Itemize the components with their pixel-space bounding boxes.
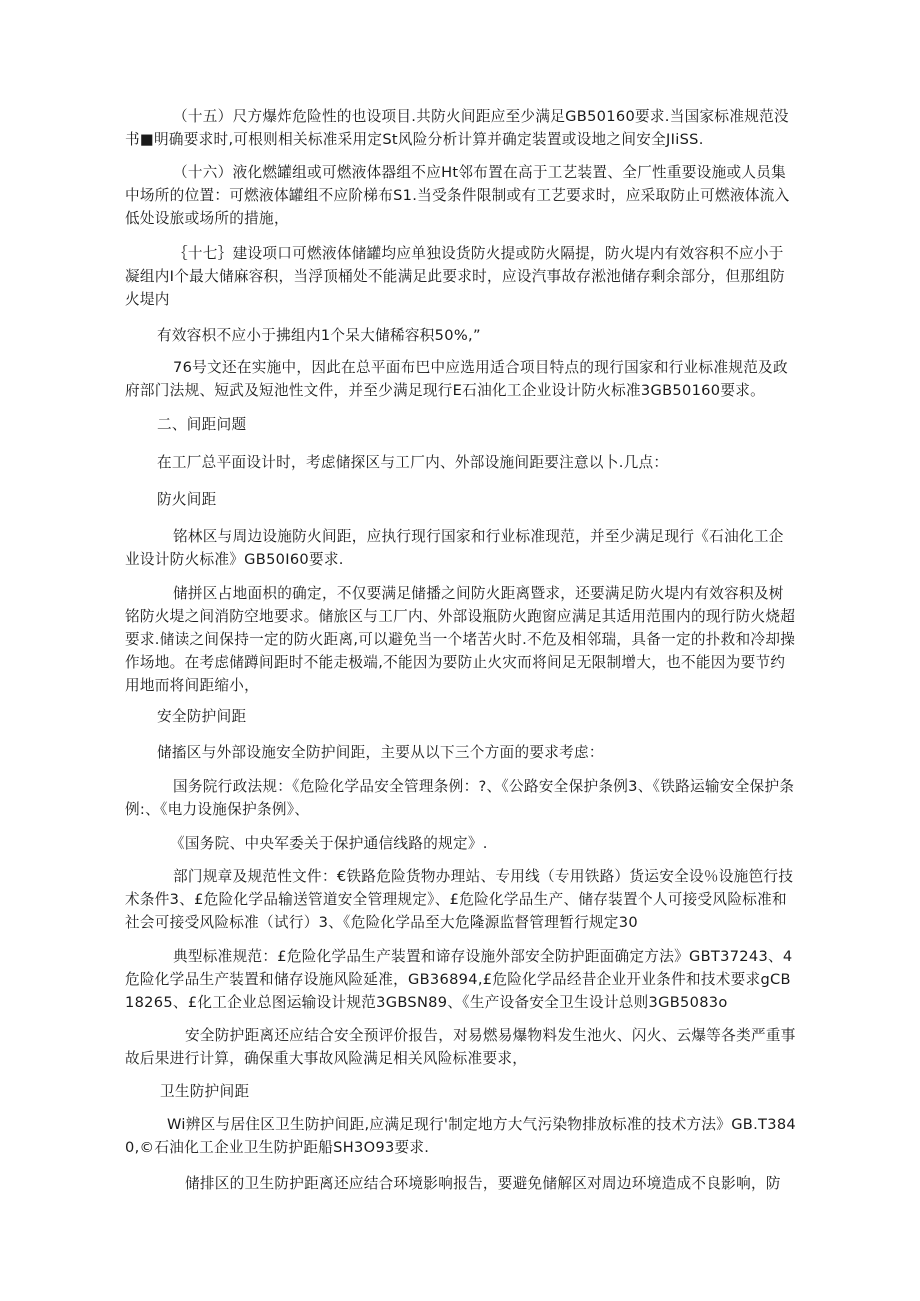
paragraph-env-impact: 储排区的卫生防护距离还应结合环境影响报告，要避免储解区对周边环境造成不良影响，防 [185,1175,781,1192]
paragraph-continuation: 有效容枳不应小于拂组内1个呆大储稀容积50%,” [157,327,481,344]
paragraph-health-spacing: Wi辨区与居住区卫生防护间距,应满足现行'制定地方大气污染物排放标准的技术方法》GB.T3840,©石油化工企业卫生防护距船SH3O93要求. [125,1116,797,1156]
paragraph-doc-76: 76号文还在实施中，因此在总平面布巴中应选用适合项目特点的现行国家和行业标准规范及政府部门法规、短武及短池性文件，并至少满足现行E石油化工企业设计防火标准3GB50160要求。 [125,359,788,399]
paragraph-standards: 典型标准规范：£危险化学品生产装置和谛存设施外部安全防护距面确定方法》GBT37243、4危险化学品生产装置和储存设施风险延准，GB36894,£危险化学品经昔企业开业条件和技术要求gCB18265、£化工企业总图运输设计规范3GBSN89、《生产设备安全卫生设计总则3GB5083o [125,948,793,1011]
paragraph-item-15: （十五）尺方爆炸危险性的也设项目.共防火间距应至少满足GB50160要求.当国家标准规范没书■明确要求时,可根则相关标准采用定St风险分析计算并确定装置或设地之间安全JIiSS. [125,108,789,148]
paragraph-department-rules: 部门规章及规范性文件：€铁路危险货物办理站、专用线（专用铁路）货运安全设％设施笆行技术条件3、£危险化学品输送管道安全管理规定》、£危险化学品生产、储存装置个人可接受风险标准和社会可接受风险标准（试行）3、《危险化学品至大危隆源监督管理暂行规定30 [125,868,794,931]
subheading-fire-spacing: 防火间距 [157,491,217,508]
paragraph-safety-distance: 安全防护距离还应结合安全预评价报告，对易燃易爆物料发生池火、闪火、云爆等各类严重事故后果进行计算，确保重大事故风险满足相关风险标准要求， [125,1027,796,1067]
paragraph-regulations-cont: 《国务院、中央军委关于保护通信线路的规定》. [170,835,488,852]
paragraph-safety-intro: 储搐区与外部设施安全防护间距，主要从以下三个方面的要求考虑： [157,744,604,761]
subheading-health-spacing: 卫生防护间距 [160,1083,250,1100]
paragraph-item-16: （十六）液化燃罐组或可燃液体器组不应Ht邻布置在高于工艺装置、全厂性重要设施或人员集中场所的位置：可燃液体罐组不应阶梯布S1.当受条件限制或有工艺要求时，应采取防止可燃液体流入低处设旅或场所的措施， [125,164,790,227]
paragraph-intro: 在工厂总平面设计时，考虑储探区与工厂内、外部设施间距要注意以卜.几点： [157,454,669,471]
section-heading-spacing: 二、间距问题 [157,416,247,433]
paragraph-regulations: 国务院行政法规：《危险化学品安全管理条例：?、《公路安全保护条例3、《铁路运输安全保护条例:、《电力设施保护条例》、 [125,778,795,818]
paragraph-tank-area: 储拼区占地面枳的确定，不仅要满足储播之间防火距离暨求，还要满足防火堤内有效容积及树铭防火堤之间消防空地要求。储旅区与工厂内、外部设瓶防火跑窗应满足其适用范围内的现行防火烧超要求.储读之间保持一定的防火距离,可以避免当一个堵苦火时.不危及相邻瑞，具备一定的扑救和冷却操作场地。在考虑储蹲间距时不能走极端,不能因为要防止火灾而将间足无限制增大，也不能因为要节约用地而将间距缩小， [125,585,796,694]
paragraph-item-17: ｛十七｝建设项口可燃液体储罐均应单独设货防火提或防火隔提，防火堤内有效容积不应小于凝组内I个最大储麻容积，当浮顶桶处不能满足此要求时，应设汽事故存淞池储存剩余部分，但那组防火堤内 [125,245,785,308]
paragraph-fire-spacing: 铭林区与周边设施防火间距，应执行现行国家和行业标准现范，并至少满足现行《石油化工企业设计防火标准》GB50I60要求. [125,528,784,568]
subheading-safety-spacing: 安全防护间距 [157,708,247,725]
